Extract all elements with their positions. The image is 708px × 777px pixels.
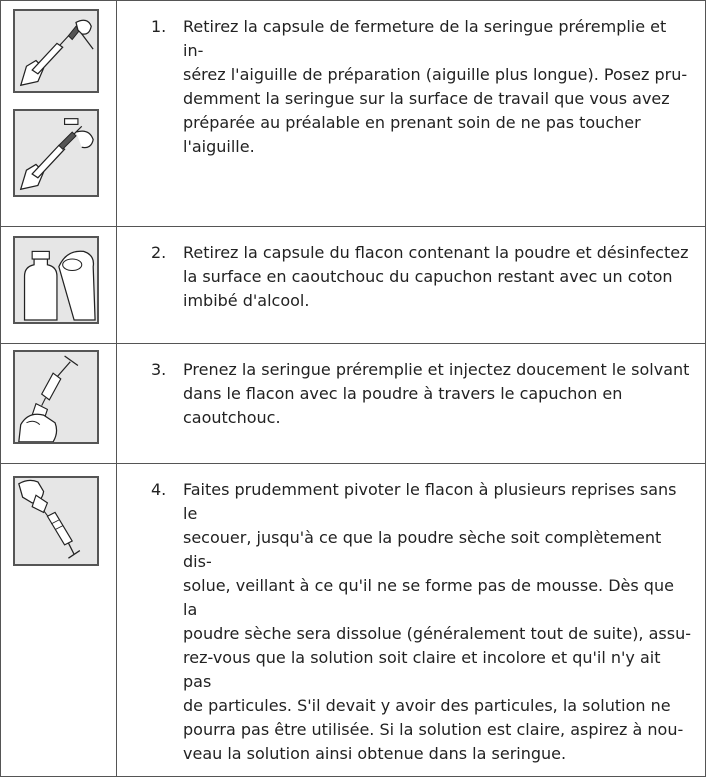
swirl-vial-illustration [13, 476, 99, 566]
step-3 [117, 344, 705, 440]
step-row-1 [1, 1, 706, 227]
step-line: préparée au préalable en prenant soin de ne pas toucher [183, 113, 641, 132]
step-line: l'aiguille. [183, 137, 255, 156]
inject-solvent-illustration [13, 350, 99, 444]
step-number: 2. [151, 243, 167, 262]
remove-cap-illustration [13, 9, 99, 93]
step-line: dans le flacon avec la poudre à travers le capuchon en [183, 384, 623, 403]
step-number: 3. [151, 360, 167, 379]
step-line: Prenez la seringue préremplie et injectez doucement le solvant [183, 360, 690, 379]
step-row-4 [1, 464, 706, 777]
step-line: solue, veillant à ce qu'il ne se forme pas de mousse. Dès que la [183, 576, 674, 619]
step-line: poudre sèche sera dissolue (généralement tout de suite), assu- [183, 624, 691, 643]
step-2 [117, 227, 705, 323]
step-row-2 [1, 227, 706, 344]
step-3-illustration-cell [1, 344, 117, 464]
step-line: de particules. S'il devait y avoir des particules, la solution ne [183, 696, 671, 715]
step-number: 1. [151, 17, 167, 36]
step-line: la surface en caoutchouc du capuchon restant avec un coton [183, 267, 673, 286]
step-line: demment la seringue sur la surface de travail que vous avez [183, 89, 670, 108]
insert-needle-illustration [13, 109, 99, 197]
disinfect-vial-illustration [13, 236, 99, 324]
step-line: veau la solution ainsi obtenue dans la seringue. [183, 744, 567, 763]
step-3-text-cell [117, 344, 706, 464]
step-line: secouer, jusqu'à ce que la poudre sèche soit complètement dis- [183, 528, 662, 571]
step-1-text-cell [117, 1, 706, 227]
step-line: Retirez la capsule de fermeture de la seringue préremplie et in- [183, 17, 667, 60]
step-1 [117, 1, 705, 169]
step-row-3 [1, 344, 706, 464]
step-4 [117, 464, 705, 776]
step-4-illustration-cell [1, 464, 117, 777]
step-line: pourra pas être utilisée. Si la solution est claire, aspirez à nou- [183, 720, 684, 739]
step-4-text-cell [117, 464, 706, 777]
step-1-illustration-cell [1, 1, 117, 227]
step-line: sérez l'aiguille de préparation (aiguille plus longue). Posez pru- [183, 65, 688, 84]
step-2-illustration-cell [1, 227, 117, 344]
step-line: Faites prudemment pivoter le flacon à plusieurs reprises sans le [183, 480, 677, 523]
step-number: 4. [151, 480, 167, 499]
step-line: Retirez la capsule du flacon contenant la poudre et désinfectez [183, 243, 689, 262]
step-line: imbibé d'alcool. [183, 291, 310, 310]
step-line: rez-vous que la solution soit claire et incolore et qu'il n'y ait pas [183, 648, 661, 691]
step-line: caoutchouc. [183, 408, 281, 427]
step-2-text-cell [117, 227, 706, 344]
